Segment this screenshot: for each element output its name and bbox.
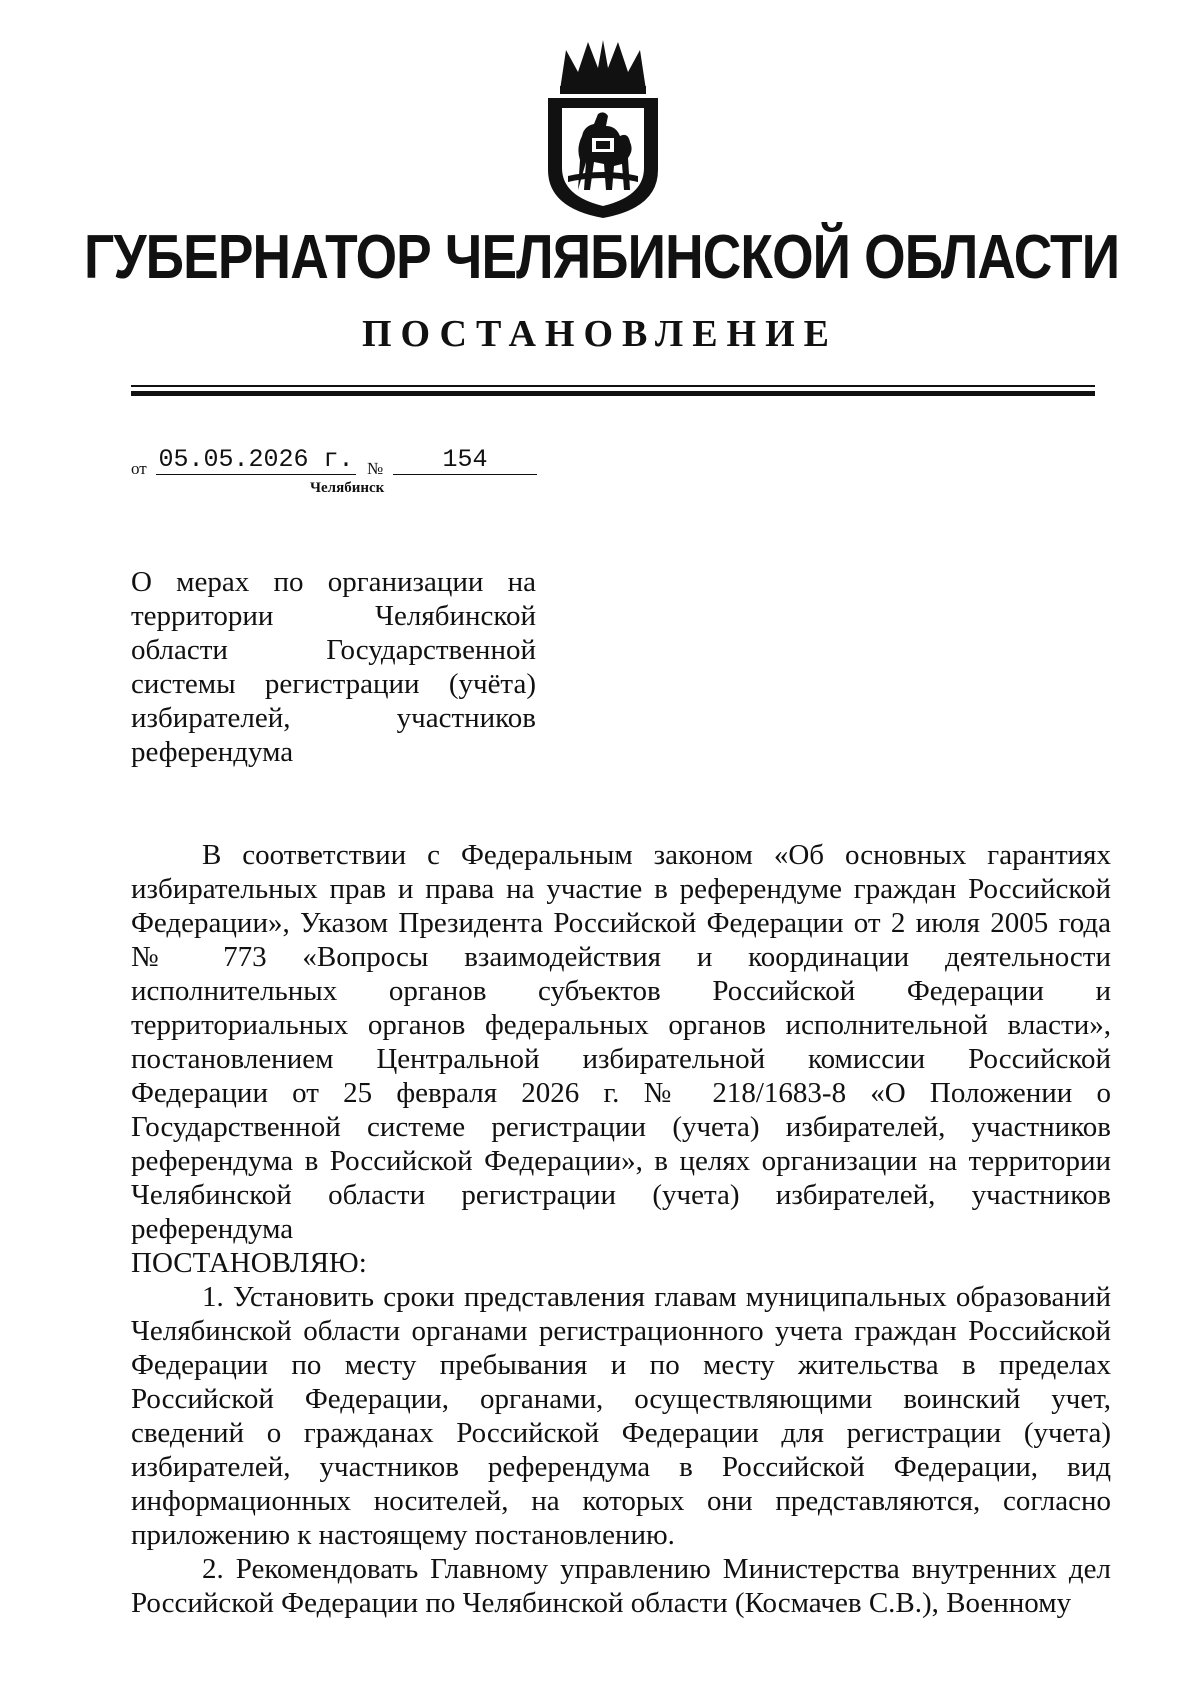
coat-of-arms-icon (538, 40, 668, 220)
header-divider (131, 385, 1095, 387)
document-city: Челябинск (310, 480, 385, 496)
subject-text: О мерах по организации на территории Челябинской области Государственной системы регистрации (учёта) избирателей, участников (131, 566, 536, 734)
date-prefix: от (131, 459, 147, 478)
subject-text-last: референдума (131, 736, 294, 768)
preamble-paragraph: В соответствии с Федеральным законом «Об основных гарантиях избирательных прав и права на участие в референдуме граждан Российской Федерации», Указом Президента Российской Федерации от 2 июля 2005 года № 773 «Вопросы взаимодействия и координации деятельности исполнительных органов субъектов Российской Федерации и территориальных органов федеральных органов исполнительной власти», постановлением Центральной избирательной комиссии Российской Федерации от 25 февраля 2026 г. № 218/1683-8 «О Положении о Государственной системе регистрации (учета) избирателей, участников референдума в Российской Федерации», в целях организации на территории Челябинской области регистрации (учета) избирателей, участников референдума (131, 839, 1111, 1245)
issuing-authority: ГУБЕРНАТОР ЧЕЛЯБИНСКОЙ ОБЛАСТИ (84, 223, 1120, 292)
document-date: 05.05.2026 г. (156, 445, 356, 475)
document-body (131, 838, 1111, 1620)
decree-word: ПОСТАНОВЛЯЮ: (131, 1247, 367, 1279)
item-1-paragraph: 1. Установить сроки представления главам муниципальных образований Челябинской области органами регистрационного учета граждан Российской Федерации по месту пребывания и по месту жительства в пределах Российской Федерации, органами, осуществляющими воинский учет, сведений о гражданах Российской Федерации для регистрации (учета) избирателей, участников референдума в Российской Федерации, вид информационных носителей, на которых они представляются, согласно приложению к настоящему постановлению. (131, 1281, 1111, 1551)
document-subject (131, 565, 536, 769)
header-divider-thick (131, 391, 1095, 396)
item-2-paragraph: 2. Рекомендовать Главному управлению Министерства внутренних дел Российской Федерации по Челябинской области (Космачев С.В.), Военному (131, 1553, 1111, 1619)
document-number: 154 (393, 445, 537, 475)
document-type: ПОСТАНОВЛЕНИЕ (361, 313, 839, 355)
number-prefix: № (367, 459, 384, 478)
